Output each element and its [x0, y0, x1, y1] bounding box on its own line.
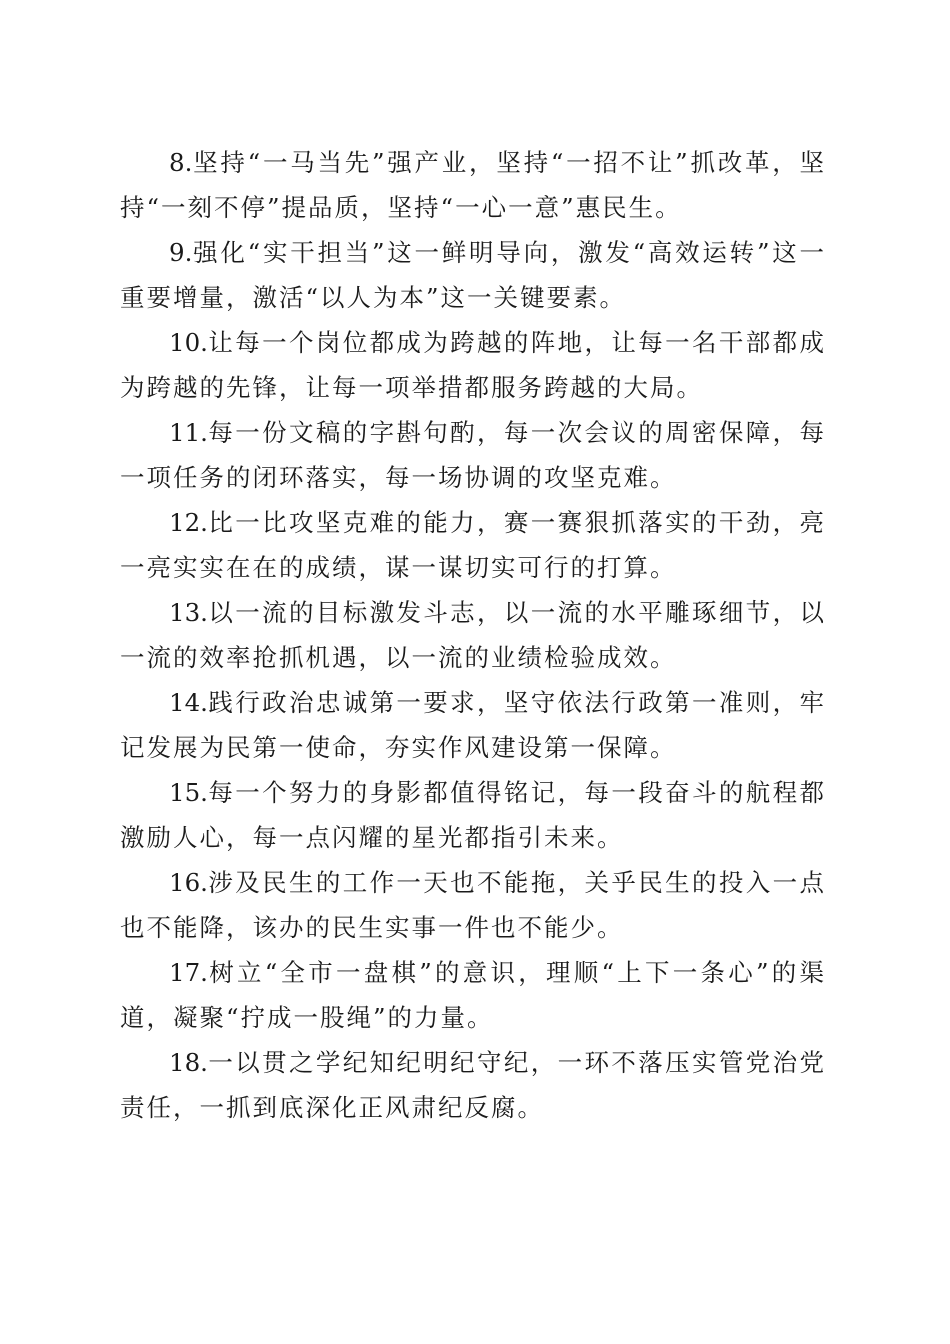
paragraph-number: 15.: [169, 778, 208, 807]
paragraph-text: 强化“实干担当”这一鲜明导向，激发“高效运转”这一重要增量，激活“以人为本”这一关键要素。: [120, 238, 826, 312]
paragraph-number: 12.: [169, 508, 208, 537]
paragraph-text: 每一个努力的身影都值得铭记，每一段奋斗的航程都激励人心，每一点闪耀的星光都指引未来。: [120, 778, 826, 852]
paragraph-number: 16.: [169, 868, 208, 897]
paragraph-8: [120, 140, 826, 230]
paragraph-16: [120, 860, 826, 950]
paragraph-number: 13.: [169, 598, 208, 627]
paragraph-text: 践行政治忠诚第一要求，坚守依法行政第一准则，牢记发展为民第一使命，夯实作风建设第一保障。: [120, 688, 826, 762]
paragraph-14: [120, 680, 826, 770]
paragraph-13: [120, 590, 826, 680]
paragraph-number: 10.: [169, 328, 208, 357]
paragraph-text: 一以贯之学纪知纪明纪守纪，一环不落压实管党治党责任，一抓到底深化正风肃纪反腐。: [120, 1048, 826, 1122]
paragraph-12: [120, 500, 826, 590]
paragraph-number: 14.: [169, 688, 208, 717]
paragraph-18: [120, 1040, 826, 1130]
paragraph-10: [120, 320, 826, 410]
paragraph-number: 18.: [169, 1048, 208, 1077]
paragraph-text: 每一份文稿的字斟句酌，每一次会议的周密保障，每一项任务的闭环落实，每一场协调的攻坚克难。: [120, 418, 826, 492]
paragraph-text: 让每一个岗位都成为跨越的阵地，让每一名干部都成为跨越的先锋，让每一项举措都服务跨越的大局。: [120, 328, 826, 402]
paragraph-text: 坚持“一马当先”强产业，坚持“一招不让”抓改革，坚持“一刻不停”提品质，坚持“一心一意”惠民生。: [120, 148, 826, 222]
paragraph-15: [120, 770, 826, 860]
paragraph-number: 17.: [169, 958, 208, 987]
paragraph-text: 树立“全市一盘棋”的意识，理顺“上下一条心”的渠道，凝聚“拧成一股绳”的力量。: [120, 958, 826, 1032]
paragraph-11: [120, 410, 826, 500]
paragraph-17: [120, 950, 826, 1040]
paragraph-text: 比一比攻坚克难的能力，赛一赛狠抓落实的干劲，亮一亮实实在在的成绩，谋一谋切实可行的打算。: [120, 508, 826, 582]
paragraph-text: 以一流的目标激发斗志，以一流的水平雕琢细节，以一流的效率抢抓机遇，以一流的业绩检验成效。: [120, 598, 826, 672]
document-body: [120, 140, 826, 1130]
paragraph-number: 8.: [169, 148, 193, 177]
paragraph-9: [120, 230, 826, 320]
paragraph-text: 涉及民生的工作一天也不能拖，关乎民生的投入一点也不能降，该办的民生实事一件也不能少。: [120, 868, 826, 942]
paragraph-number: 11.: [169, 418, 208, 447]
paragraph-number: 9.: [169, 238, 193, 267]
